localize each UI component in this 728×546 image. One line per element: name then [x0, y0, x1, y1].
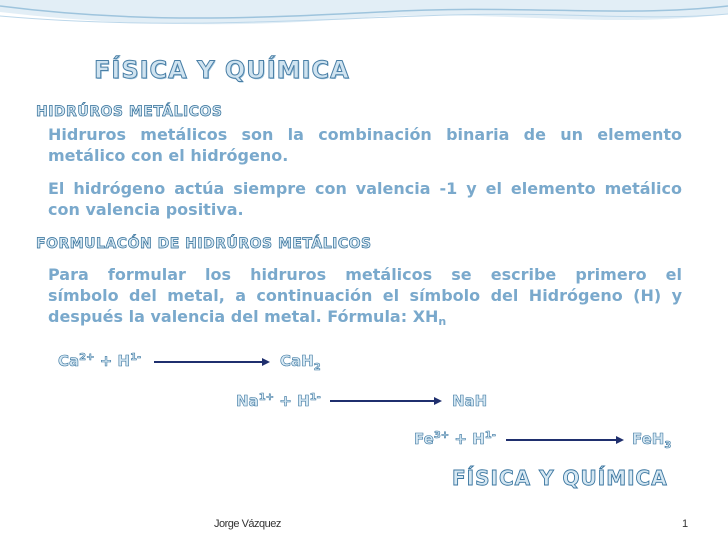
- reaction-3-product: [632, 430, 671, 451]
- reaction-2-hydrogen: H: [297, 392, 310, 410]
- top-wave-decoration: [0, 0, 728, 60]
- reaction-3-arrow: [506, 436, 624, 444]
- formula-subscript: n: [438, 315, 447, 328]
- reaction-1-metal: Ca: [58, 352, 80, 370]
- reaction-1-arrow: [154, 358, 270, 366]
- valence-paragraph: [48, 178, 682, 220]
- slide-title: FÍSICA Y QUÍMICA: [94, 56, 350, 84]
- section-heading-hidruros: HIDRÚROS METÁLICOS: [36, 104, 223, 120]
- reaction-1-product-formula: CaH: [280, 352, 314, 370]
- reaction-2-product-formula: NaH: [452, 392, 488, 410]
- bottom-title: FÍSICA Y QUÍMICA: [452, 466, 668, 490]
- reaction-1-plus: +: [99, 352, 113, 370]
- reaction-2-hydrogen-charge: 1-: [309, 392, 321, 403]
- definition-line-1: Hidruros metálicos son la combinación binaria de un elemento: [48, 125, 682, 144]
- formulation-paragraph: [48, 264, 682, 332]
- reaction-3-hydrogen-charge: 1-: [484, 430, 496, 441]
- valence-line-2: con valencia positiva.: [48, 200, 244, 219]
- reaction-1-metal-charge: 2+: [79, 352, 95, 363]
- footer-page-number: 1: [682, 518, 689, 530]
- reaction-1-hydrogen: H: [117, 352, 131, 370]
- reaction-2-product: [452, 392, 487, 413]
- valence-line-1: El hidrógeno actúa siempre con valencia -1 y el elemento metálico: [48, 179, 682, 198]
- reaction-3-metal: Fe: [414, 430, 434, 448]
- reaction-2-metal: Na: [236, 392, 259, 410]
- formulation-line-3-text: después la valencia del metal. Fórmula: XH: [48, 307, 439, 326]
- reaction-2-reactants: [236, 392, 321, 410]
- reaction-3-hydrogen: H: [472, 430, 485, 448]
- formulation-line-3: [48, 306, 682, 332]
- section-heading-formulacion: FORMULACÓN DE HIDRÚROS METÁLICOS: [36, 236, 372, 252]
- reaction-3-metal-charge: 3+: [433, 430, 450, 441]
- footer-author: Jorge Vázquez: [214, 518, 281, 530]
- reaction-2-metal-charge: 1+: [258, 392, 275, 403]
- reaction-3-product-subscript: 3: [664, 440, 672, 451]
- reaction-3-product-formula: FeH: [632, 430, 665, 448]
- reaction-1-hydrogen-charge: 1-: [130, 352, 142, 363]
- reaction-3-plus: +: [454, 430, 467, 448]
- reaction-1-product-subscript: 2: [313, 362, 321, 373]
- definition-line-2: metálico con el hidrógeno.: [48, 146, 289, 165]
- formulation-line-2: símbolo del metal, a continuación el símbolo del Hidrógeno (H) y: [48, 286, 682, 305]
- definition-paragraph: [48, 124, 682, 166]
- reaction-3-reactants: [414, 430, 496, 448]
- reaction-1-product: [280, 352, 321, 373]
- reaction-1-reactants: [58, 352, 141, 370]
- reaction-2-arrow: [330, 397, 442, 405]
- reaction-2-plus: +: [279, 392, 292, 410]
- formulation-line-1: Para formular los hidruros metálicos se escribe primero el: [48, 265, 682, 284]
